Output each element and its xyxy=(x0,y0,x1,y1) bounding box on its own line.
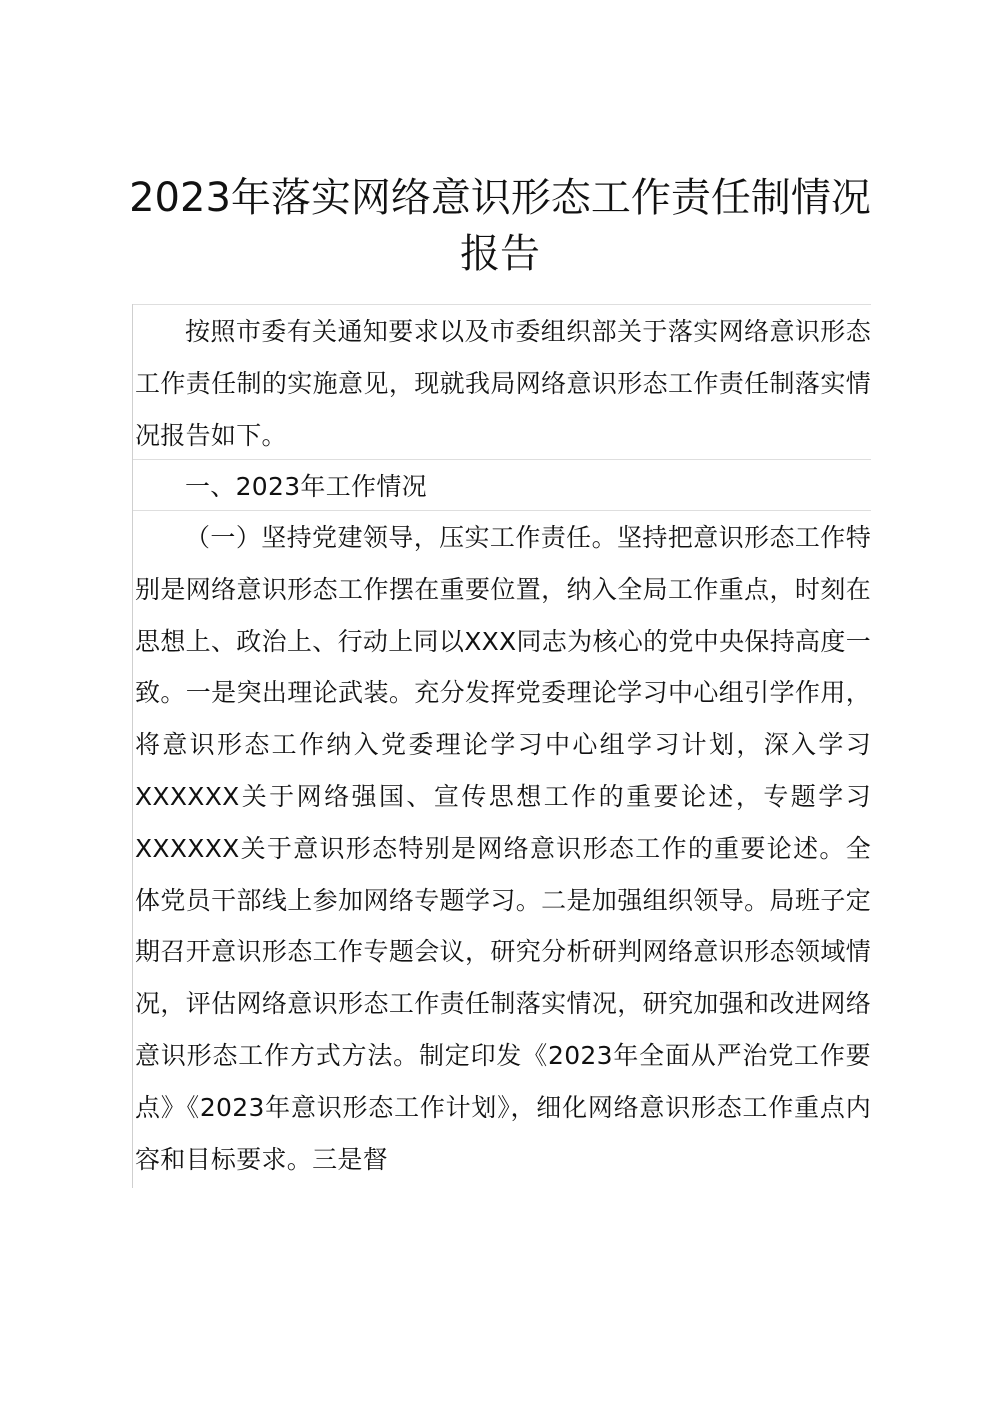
divider-line xyxy=(133,304,871,305)
document-body xyxy=(132,304,871,1188)
section-paragraph: （一）坚持党建领导，压实工作责任。坚持把意识形态工作特别是网络意识形态工作摆在重要位置，纳入全局工作重点，时刻在思想上、政治上、行动上同以XXX同志为核心的党中央保持高度一致。一是突出理论武装。充分发挥党委理论学习中心组引学作用，将意识形态工作纳入党委理论学习中心组学习计划，深入学习XXXXXX关于网络强国、宣传思想工作的重要论述，专题学习XXXXXX关于意识形态特别是网络意识形态工作的重要论述。全体党员干部线上参加网络专题学习。二是加强组织领导。局班子定期召开意识形态工作专题会议，研究分析研判网络意识形态领域情况，评估网络意识形态工作责任制落实情况，研究加强和改进网络意识形态工作方式方法。制定印发《2023年全面从严治党工作要点》《2023年意识形态工作计划》，细化网络意识形态工作重点内容和目标要求。三是督 xyxy=(135,523,871,1174)
intro-paragraph: 按照市委有关通知要求以及市委组织部关于落实网络意识形态工作责任制的实施意见，现就我局网络意识形态工作责任制落实情况报告如下。 xyxy=(135,317,871,450)
page-title: 2023年落实网络意识形态工作责任制情况报告 xyxy=(129,175,871,277)
section-heading: 一、2023年工作情况 xyxy=(185,472,427,501)
